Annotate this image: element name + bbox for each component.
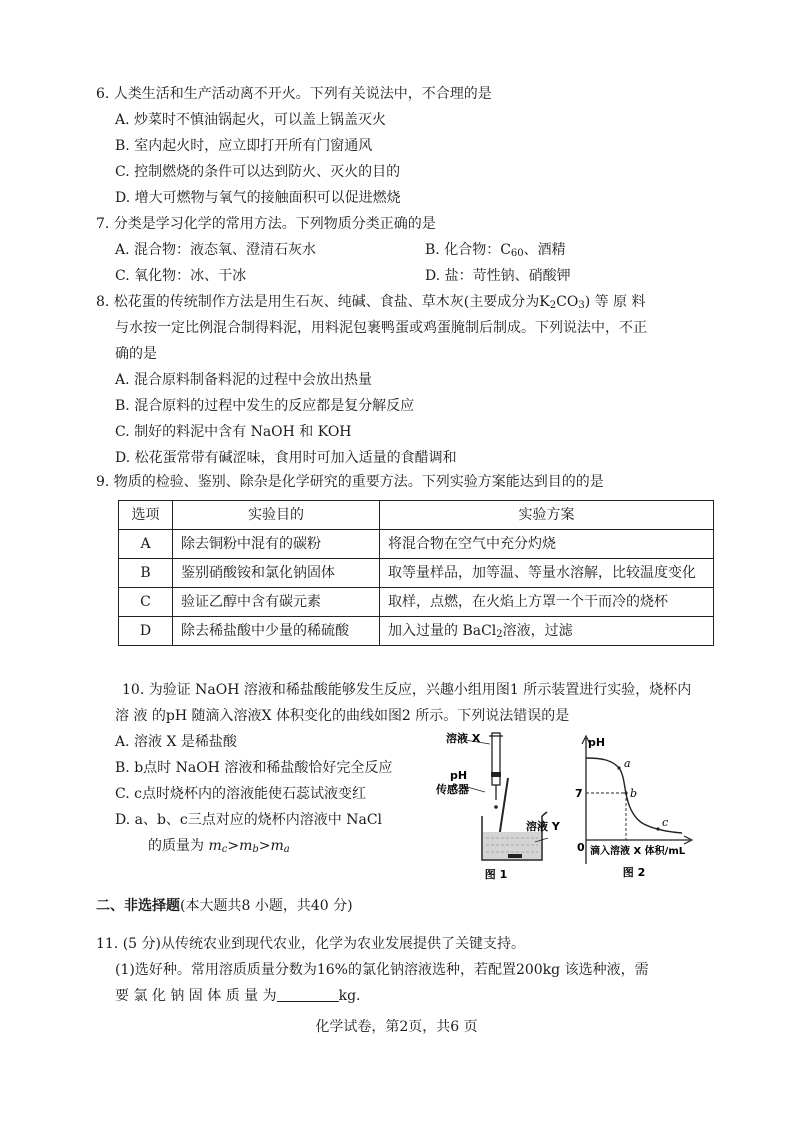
q8-option-d: D. 松花蛋常带有碱涩味，食用时可加入适量的食醋调和 (115, 450, 457, 466)
q6-option-a: A. 炒菜时不慎油锅起火，可以盖上锅盖灭火 (115, 112, 387, 128)
q10-gt-2: > (258, 838, 271, 854)
burette-tube (492, 733, 500, 785)
q9-row-plan: 取样，点燃，在火焰上方罩一个干而冷的烧杯 (380, 588, 714, 617)
q6-option-b: B. 室内起火时，应立即打开所有门窗通风 (115, 138, 373, 154)
q10-option-b: B. b点时 NaOH 溶液和稀盐酸恰好完全反应 (115, 760, 393, 776)
q10-option-d-line1: D. a、b、c三点对应的烧杯内溶液中 NaCl (115, 812, 383, 828)
section-title: 二、非选择题 (96, 898, 180, 914)
q8-co-text: CO (556, 294, 579, 310)
burette-stopcock (491, 772, 501, 777)
q8-option-c: C. 制好的料泥中含有 NaOH 和 KOH (115, 424, 352, 440)
fig1-ph-label: pH (450, 769, 468, 782)
q6-option-d: D. 增大可燃物与氧气的接触面积可以促进燃烧 (115, 190, 401, 206)
fig2-point-a: a (624, 757, 631, 770)
q9-table-header (119, 501, 714, 530)
q8-k-subscript: 2 (549, 300, 557, 311)
drop (494, 805, 498, 809)
q10-figure-2 (572, 730, 707, 880)
q9-row-plan: 取等量样品，加等温、等量水溶解，比较温度变化 (380, 559, 714, 588)
fig2-origin: 0 (577, 841, 585, 854)
q11-stem: 11. (5 分)从传统农业到现代农业，化学为农业发展提供了关键支持。 (96, 936, 525, 952)
q8-stem-text: 8. 松花蛋的传统制作方法是用生石灰、纯碱、食盐、草木灰(主要成分为K (96, 294, 550, 310)
fig1-sensor-label: 传感器 (436, 783, 469, 796)
q8-stem-line3: 确的是 (115, 346, 157, 362)
fig2-caption: 图 2 (622, 866, 646, 879)
table-row (119, 559, 714, 588)
q7-option-b-subscript: 60 (510, 248, 524, 259)
q9-row-plan (380, 617, 714, 646)
q9-row-plan: 将混合物在空气中充分灼烧 (380, 530, 714, 559)
q10-option-d-text: 的质量为 (148, 838, 209, 854)
q10-option-c: C. c点时烧杯内的溶液能使石蕊试液变红 (115, 786, 366, 802)
q10-gt-1: > (227, 838, 240, 854)
table-row (119, 530, 714, 559)
point-b-marker (624, 791, 627, 794)
fig2-ylabel: pH (588, 736, 606, 749)
stir-bar (508, 854, 522, 858)
point-c-marker (656, 827, 659, 830)
q9-row-option: B (119, 559, 173, 588)
q6-stem: 6. 人类生活和生产活动离不开火。下列有关说法中，不合理的是 (96, 86, 492, 102)
q9-row-purpose: 除去铜粉中混有的碳粉 (173, 530, 380, 559)
q10-mass-a: m (270, 838, 284, 854)
q7-option-b-text: B. 化合物：C (425, 242, 511, 258)
q11-part1-text: 要 氯 化 钠 固 体 质 量 为 (115, 988, 277, 1004)
q10-stem-line2: 溶 液 的pH 随滴入溶液X 体积变化的曲线如图2 所示。下列说法错误的是 (115, 708, 570, 724)
q7-option-b-rest: 、酒精 (523, 242, 566, 258)
fig2-point-c: c (662, 816, 669, 829)
fig1-solution-y: 溶液 Y (526, 820, 560, 833)
q8-stem-rest: ) 等 原 料 (584, 294, 646, 310)
q9-table (118, 500, 714, 646)
q9-row-option: A (119, 530, 173, 559)
q9-row-plan-text: 加入过量的 BaCl (388, 623, 497, 639)
q9-header-plan: 实验方案 (380, 501, 714, 530)
point-a-marker (617, 766, 620, 769)
q9-row-plan-subscript: 2 (496, 629, 503, 640)
section-heading (96, 896, 353, 916)
fig2-point-b: b (630, 787, 638, 800)
q7-stem: 7. 分类是学习化学的常用方法。下列物质分类正确的是 (96, 216, 436, 232)
q9-row-plan-rest: 溶液，过滤 (502, 623, 573, 639)
q11-part1-line1: (1)选好种。常用溶质质量分数为16%的氯化钠溶液选种，若配置200kg 该选种液，需 (115, 962, 649, 978)
q10-option-d-line2 (148, 836, 290, 856)
q8-option-a: A. 混合原料制备料泥的过程中会放出热量 (115, 372, 373, 388)
q9-header-purpose: 实验目的 (173, 501, 380, 530)
q10-stem-line1: 10. 为验证 NaOH 溶液和稀盐酸能够发生反应，兴趣小组用图1 所示装置进行实验，烧杯内 (122, 682, 692, 698)
q8-stem-line1 (96, 292, 646, 312)
q10-mass-b: m (239, 838, 253, 854)
q9-row-option: C (119, 588, 173, 617)
q10-figure-1 (430, 730, 565, 880)
q9-stem: 9. 物质的检验、鉴别、除杂是化学研究的重要方法。下列实验方案能达到目的的是 (96, 474, 604, 490)
table-row (119, 617, 714, 646)
fig2-ph7-tick: 7 (575, 787, 583, 800)
q7-option-c: C. 氧化物：冰、干冰 (115, 268, 247, 284)
beaker-spout (542, 812, 547, 816)
q7-option-a: A. 混合物：液态氧、澄清石灰水 (115, 242, 317, 258)
q9-row-purpose: 除去稀盐酸中少量的稀硫酸 (173, 617, 380, 646)
q10-mass-b-sub: b (252, 844, 259, 855)
q11-part1-line2 (115, 986, 361, 1006)
q11-part1-unit: kg. (338, 988, 361, 1004)
page-footer: 化学试卷，第2页，共6 页 (315, 1019, 478, 1035)
q10-option-a: A. 溶液 X 是稀盐酸 (115, 734, 237, 750)
q6-option-c: C. 控制燃烧的条件可以达到防火、灭火的目的 (115, 164, 401, 180)
q10-mass-c-sub: c (221, 844, 228, 855)
table-row (119, 588, 714, 617)
q9-row-purpose: 鉴别硝酸铵和氯化钠固体 (173, 559, 380, 588)
section-note: (本大题共8 小题，共40 分) (180, 898, 353, 914)
fig1-solution-x: 溶液 X (446, 732, 481, 745)
q9-header-option: 选项 (119, 501, 173, 530)
q9-row-purpose: 验证乙醇中含有碳元素 (173, 588, 380, 617)
q8-stem-line2: 与水按一定比例混合制得料泥，用料泥包裹鸭蛋或鸡蛋腌制后制成。下列说法中，不正 (115, 320, 647, 336)
q7-option-b (425, 240, 566, 260)
q7-option-d: D. 盐：苛性钠、硝酸钾 (425, 268, 571, 284)
answer-blank[interactable] (277, 987, 339, 1002)
q10-mass-c: m (208, 838, 222, 854)
q8-option-b: B. 混合原料的过程中发生的反应都是复分解反应 (115, 398, 415, 414)
q10-mass-a-sub: a (283, 844, 290, 855)
fig1-caption: 图 1 (484, 868, 508, 880)
q8-co-subscript: 3 (578, 300, 585, 311)
q9-row-option: D (119, 617, 173, 646)
fig2-xlabel: 滴入溶液 X 体积/mL (590, 846, 686, 857)
